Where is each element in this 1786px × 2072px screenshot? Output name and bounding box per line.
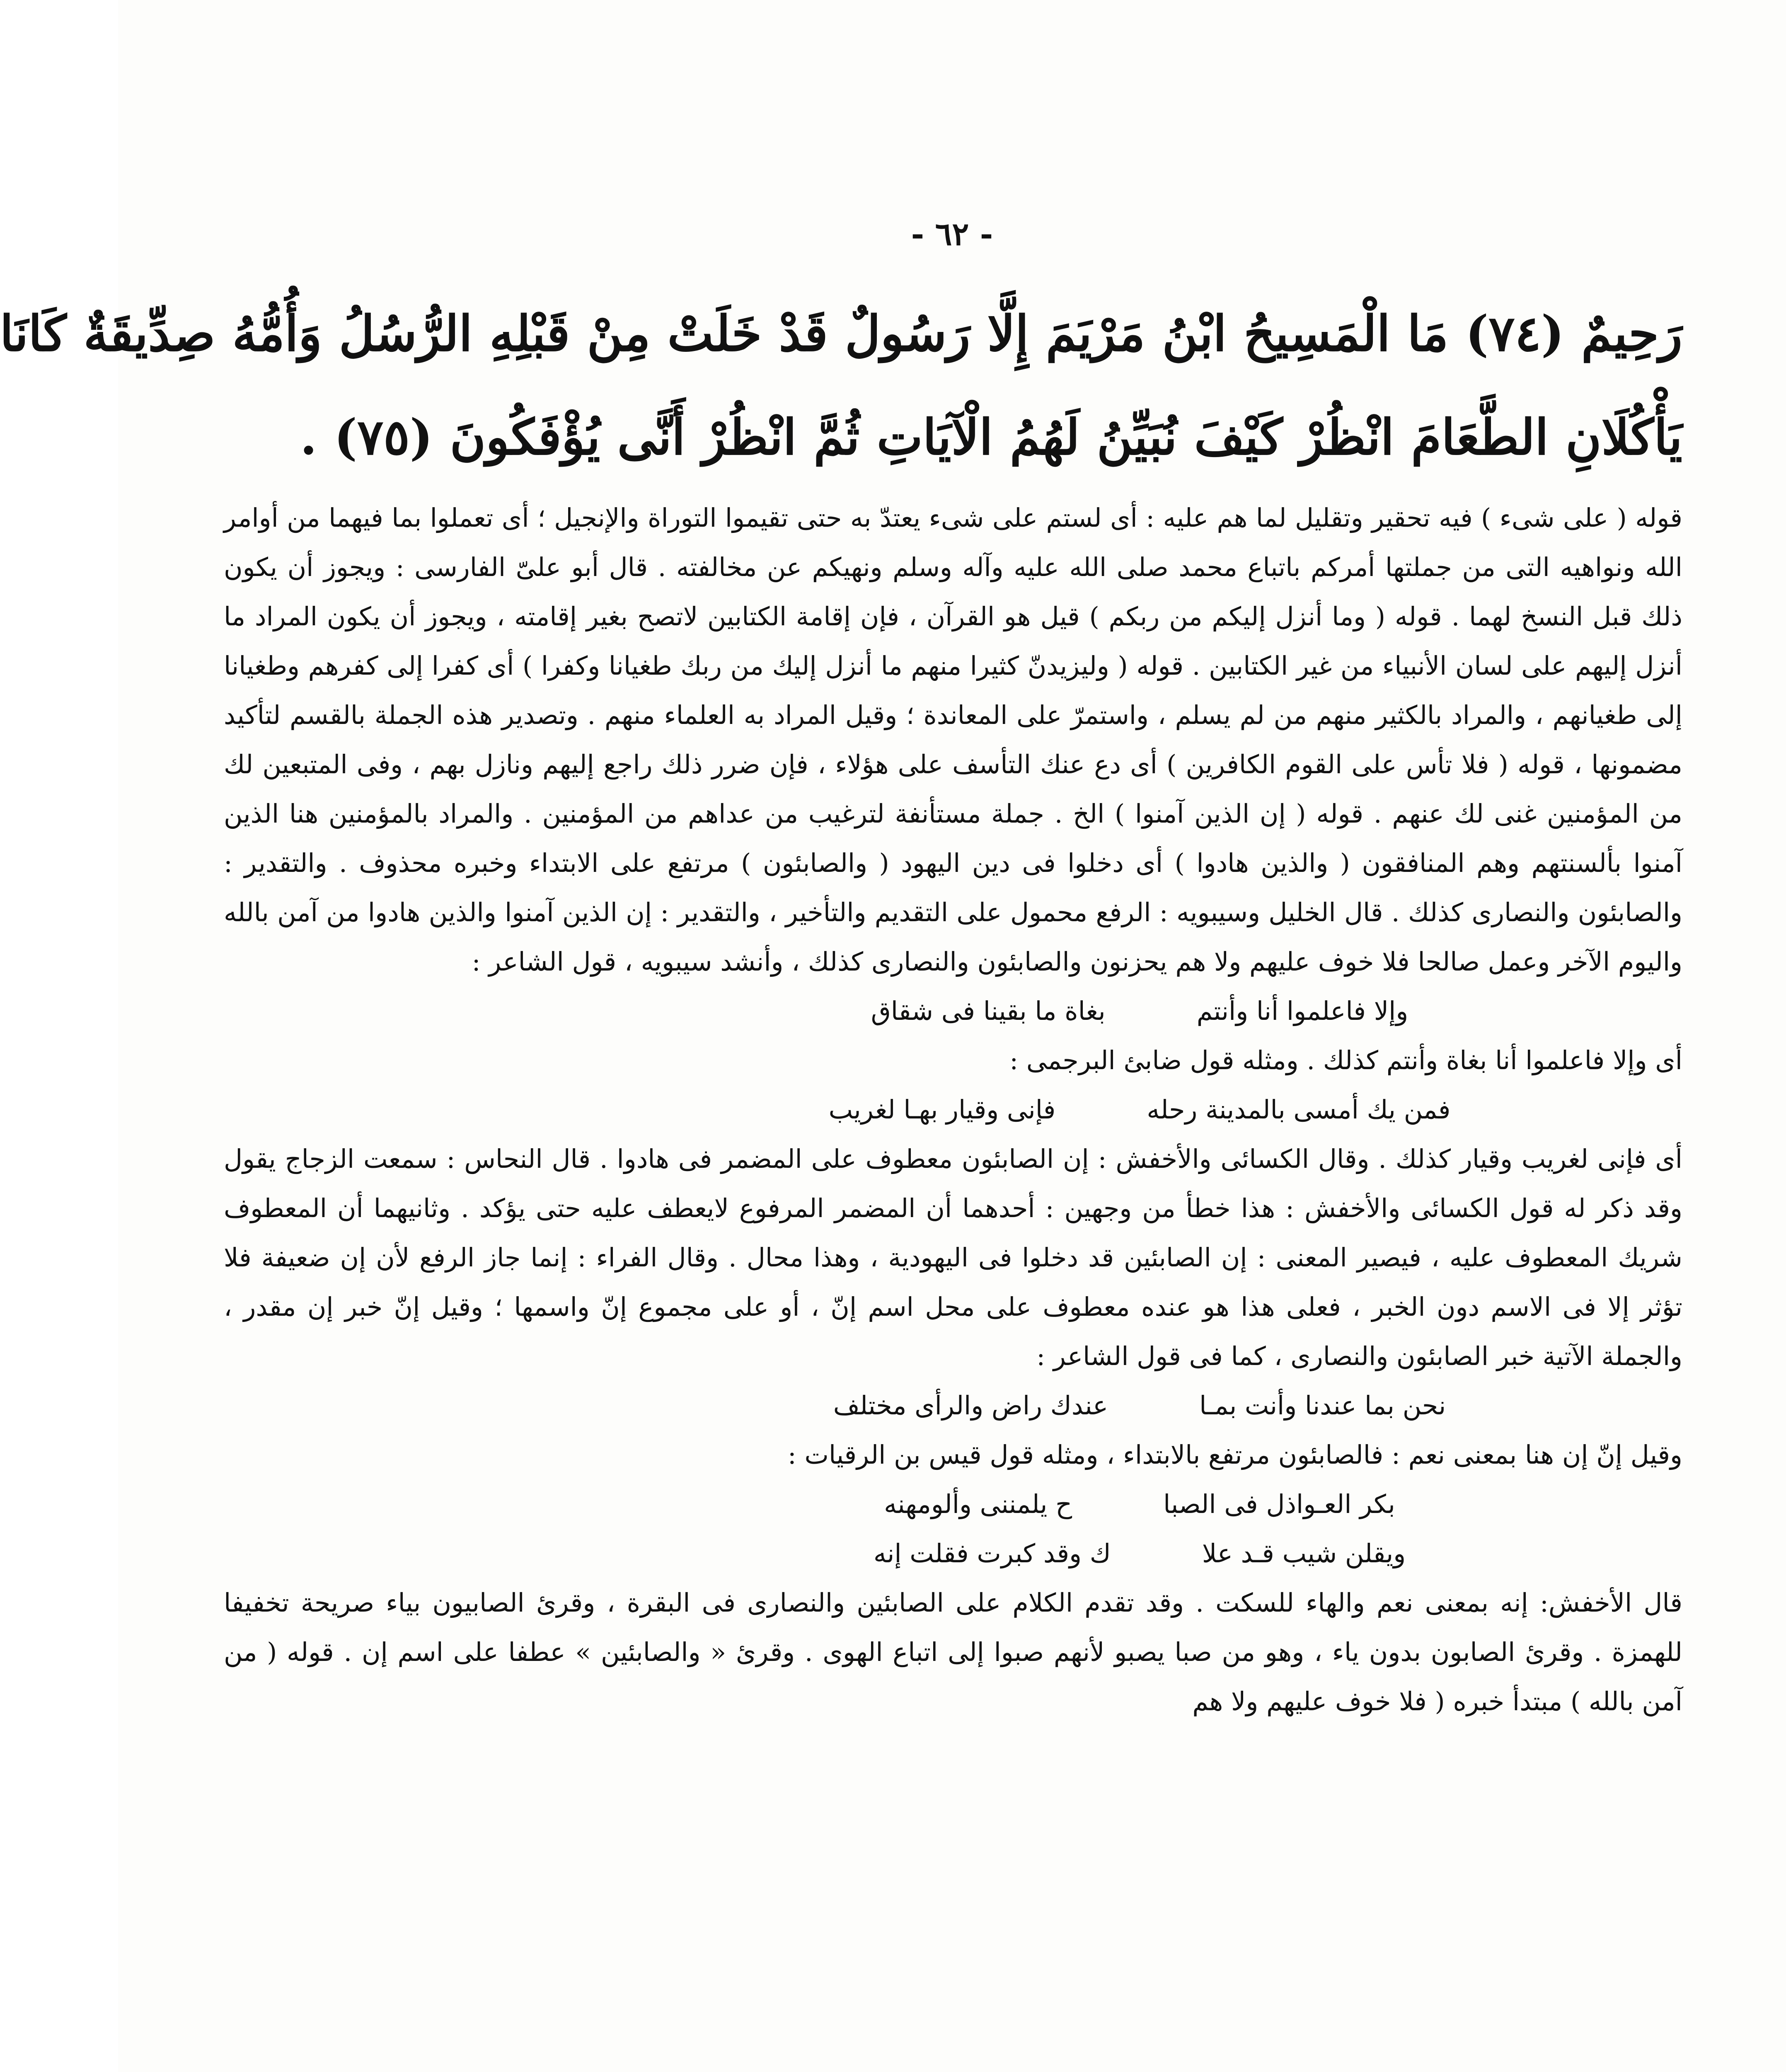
commentary-paragraph: وقيل إنّ إن هنا بمعنى نعم : فالصابئون مرتفع بالابتداء ، ومثله قول قيس بن الرقيات :	[787, 1440, 1682, 1470]
commentary-paragraph: قوله ( على شىء ) فيه تحقير وتقليل لما هم عليه : أى لستم على شىء يعتدّ به حتى تقيموا التوراة والإنجيل ؛ أى تعملوا بما فيهما من أوامر الله ونواهيه التى من جملتها أمركم باتباع محمد صلى الله عليه وآله وسلم ونهيكم عن مخالفته . قال أبو علىّ الفارسى : ويجوز أن يكون ذلك قبل النسخ لهما . قوله ( وما أنزل إليكم من ربكم ) قيل هو القرآن ، فإن إقامة الكتابين لاتصح بغير إقامته ، ويجوز أن يكون المراد ما أنزل إليهم على لسان الأنبياء من غير الكتابين . قوله ( وليزيدنّ كثيرا منهم ما أنزل إليك من ربك طغيانا وكفرا ) أى كفرا إلى كفرهم وطغيانا إلى طغيانهم ، والمراد بالكثير منهم من لم يسلم ، واستمرّ على المعاندة ؛ وقيل المراد به العلماء منهم . وتصدير هذه الجملة بالقسم لتأكيد مضمونها ، قوله ( فلا تأس على القوم الكافرين ) أى دع عنك التأسف على هؤلاء ، فإن ضرر ذلك راجع إليهم ونازل بهم ، وفى المتبعين لك من المؤمنين غنى لك عنهم . قوله ( إن الذين آمنوا ) الخ . جملة مستأنفة لترغيب من عداهم من المؤمنين . والمراد بالمؤمنين هنا الذين آمنوا بألسنتهم وهم المنافقون ( والذين هادوا ) أى دخلوا فى دين اليهود ( والصابئون ) مرتفع على الابتداء وخبره محذوف . والتقدير : والصابئون والنصارى كذلك . قال الخليل وسيبويه : الرفع محمول على التقديم والتأخير ، والتقدير : إن الذين آمنوا والذين هادوا من آمن بالله واليوم الآخر وعمل صالحا فلا خوف عليهم ولا هم يحزنون والصابئون والنصارى كذلك ، وأنشد سيبويه ، قول الشاعر :	[224, 503, 1682, 977]
poem-first-hemistich: بكر العـواذل فى الصبا	[1163, 1489, 1395, 1519]
poem-verse	[224, 1085, 1682, 1134]
commentary-paragraph: قال الأخفش: إنه بمعنى نعم والهاء للسكت . وقد تقدم الكلام على الصابئين والنصارى فى البقرة ، وقرئ الصابيون بياء صريحة تخفيفا للهمزة . وقرئ الصابون بدون ياء ، وهو من صبا يصبو لأنهم صبوا إلى اتباع الهوى . وقرئ « والصابئين » عطفا على اسم إن . قوله ( من آمن بالله ) مبتدأ خبره ( فلا خوف عليهم ولا هم	[224, 1588, 1682, 1716]
poem-verse	[224, 1381, 1682, 1430]
poem-verse	[224, 986, 1682, 1036]
poem-first-hemistich: وإلا فاعلموا أنا وأنتم	[1196, 996, 1408, 1026]
poem-second-hemistich: عندك راض والرأى مختلف	[833, 1390, 1108, 1421]
commentary-paragraph: أى وإلا فاعلموا أنا بغاة وأنتم كذلك . ومثله قول ضابئ البرجمى :	[1009, 1045, 1682, 1075]
page-number: - ٦٢ -	[911, 215, 993, 252]
poem-second-hemistich: فإنى وقيار بهـا لغريب	[828, 1094, 1056, 1125]
commentary-paragraph: أى فإنى لغريب وقيار كذلك . وقال الكسائى والأخفش : إن الصابئون معطوف على المضمر فى هادوا . قال النحاس : سمعت الزجاج يقول وقد ذكر له قول الكسائى والأخفش : هذا خطأ من وجهين : أحدهما أن المضمر المرفوع لايعطف عليه حتى يؤكد . وثانيهما أن المعطوف شريك المعطوف عليه ، فيصير المعنى : إن الصابئين قد دخلوا فى اليهودية ، وهذا محال . وقال الفراء : إنما جاز الرفع لأن إن ضعيفة فلا تؤثر إلا فى الاسم دون الخبر ، فعلى هذا هو عنده معطوف على محل اسم إنّ ، أو على مجموع إنّ واسمها ؛ وقيل إنّ خبر إن مقدر ، والجملة الآتية خبر الصابئون والنصارى ، كما فى قول الشاعر :	[224, 1144, 1683, 1371]
poem-first-hemistich: ويقلن شيب قـد علا	[1202, 1538, 1406, 1569]
poem-second-hemistich: ح يلمننى وألومهنه	[884, 1489, 1072, 1519]
verse-line: رَحِيمٌ (٧٤) مَا الْمَسِيحُ ابْنُ مَرْيَمَ إِلَّا رَسُولٌ قَدْ خَلَتْ مِنْ قَبْلِهِ الرُّسُلُ وَأُمُّهُ صِدِّيقَةٌ كَانَا	[0, 305, 1682, 362]
poem-verse	[224, 1479, 1682, 1529]
quran-verses	[0, 282, 1682, 489]
poem-first-hemistich: فمن يك أمسى بالمدينة رحله	[1147, 1094, 1451, 1125]
poem-first-hemistich: نحن بما عندنا وأنت بمـا	[1199, 1390, 1446, 1421]
poem-second-hemistich: بغاة ما بقينا فى شقاق	[871, 996, 1106, 1026]
poem-second-hemistich: ك وقد كبرت فقلت إنه	[873, 1538, 1111, 1569]
poem-verse	[224, 1529, 1682, 1578]
commentary-body	[224, 493, 1682, 1726]
verse-line: يَأْكُلَانِ الطَّعَامَ انْظُرْ كَيْفَ نُبَيِّنُ لَهُمُ الْآيَاتِ ثُمَّ انْظُرْ أَنَّى يُؤْفَكُونَ (٧٥) .	[300, 408, 1682, 466]
